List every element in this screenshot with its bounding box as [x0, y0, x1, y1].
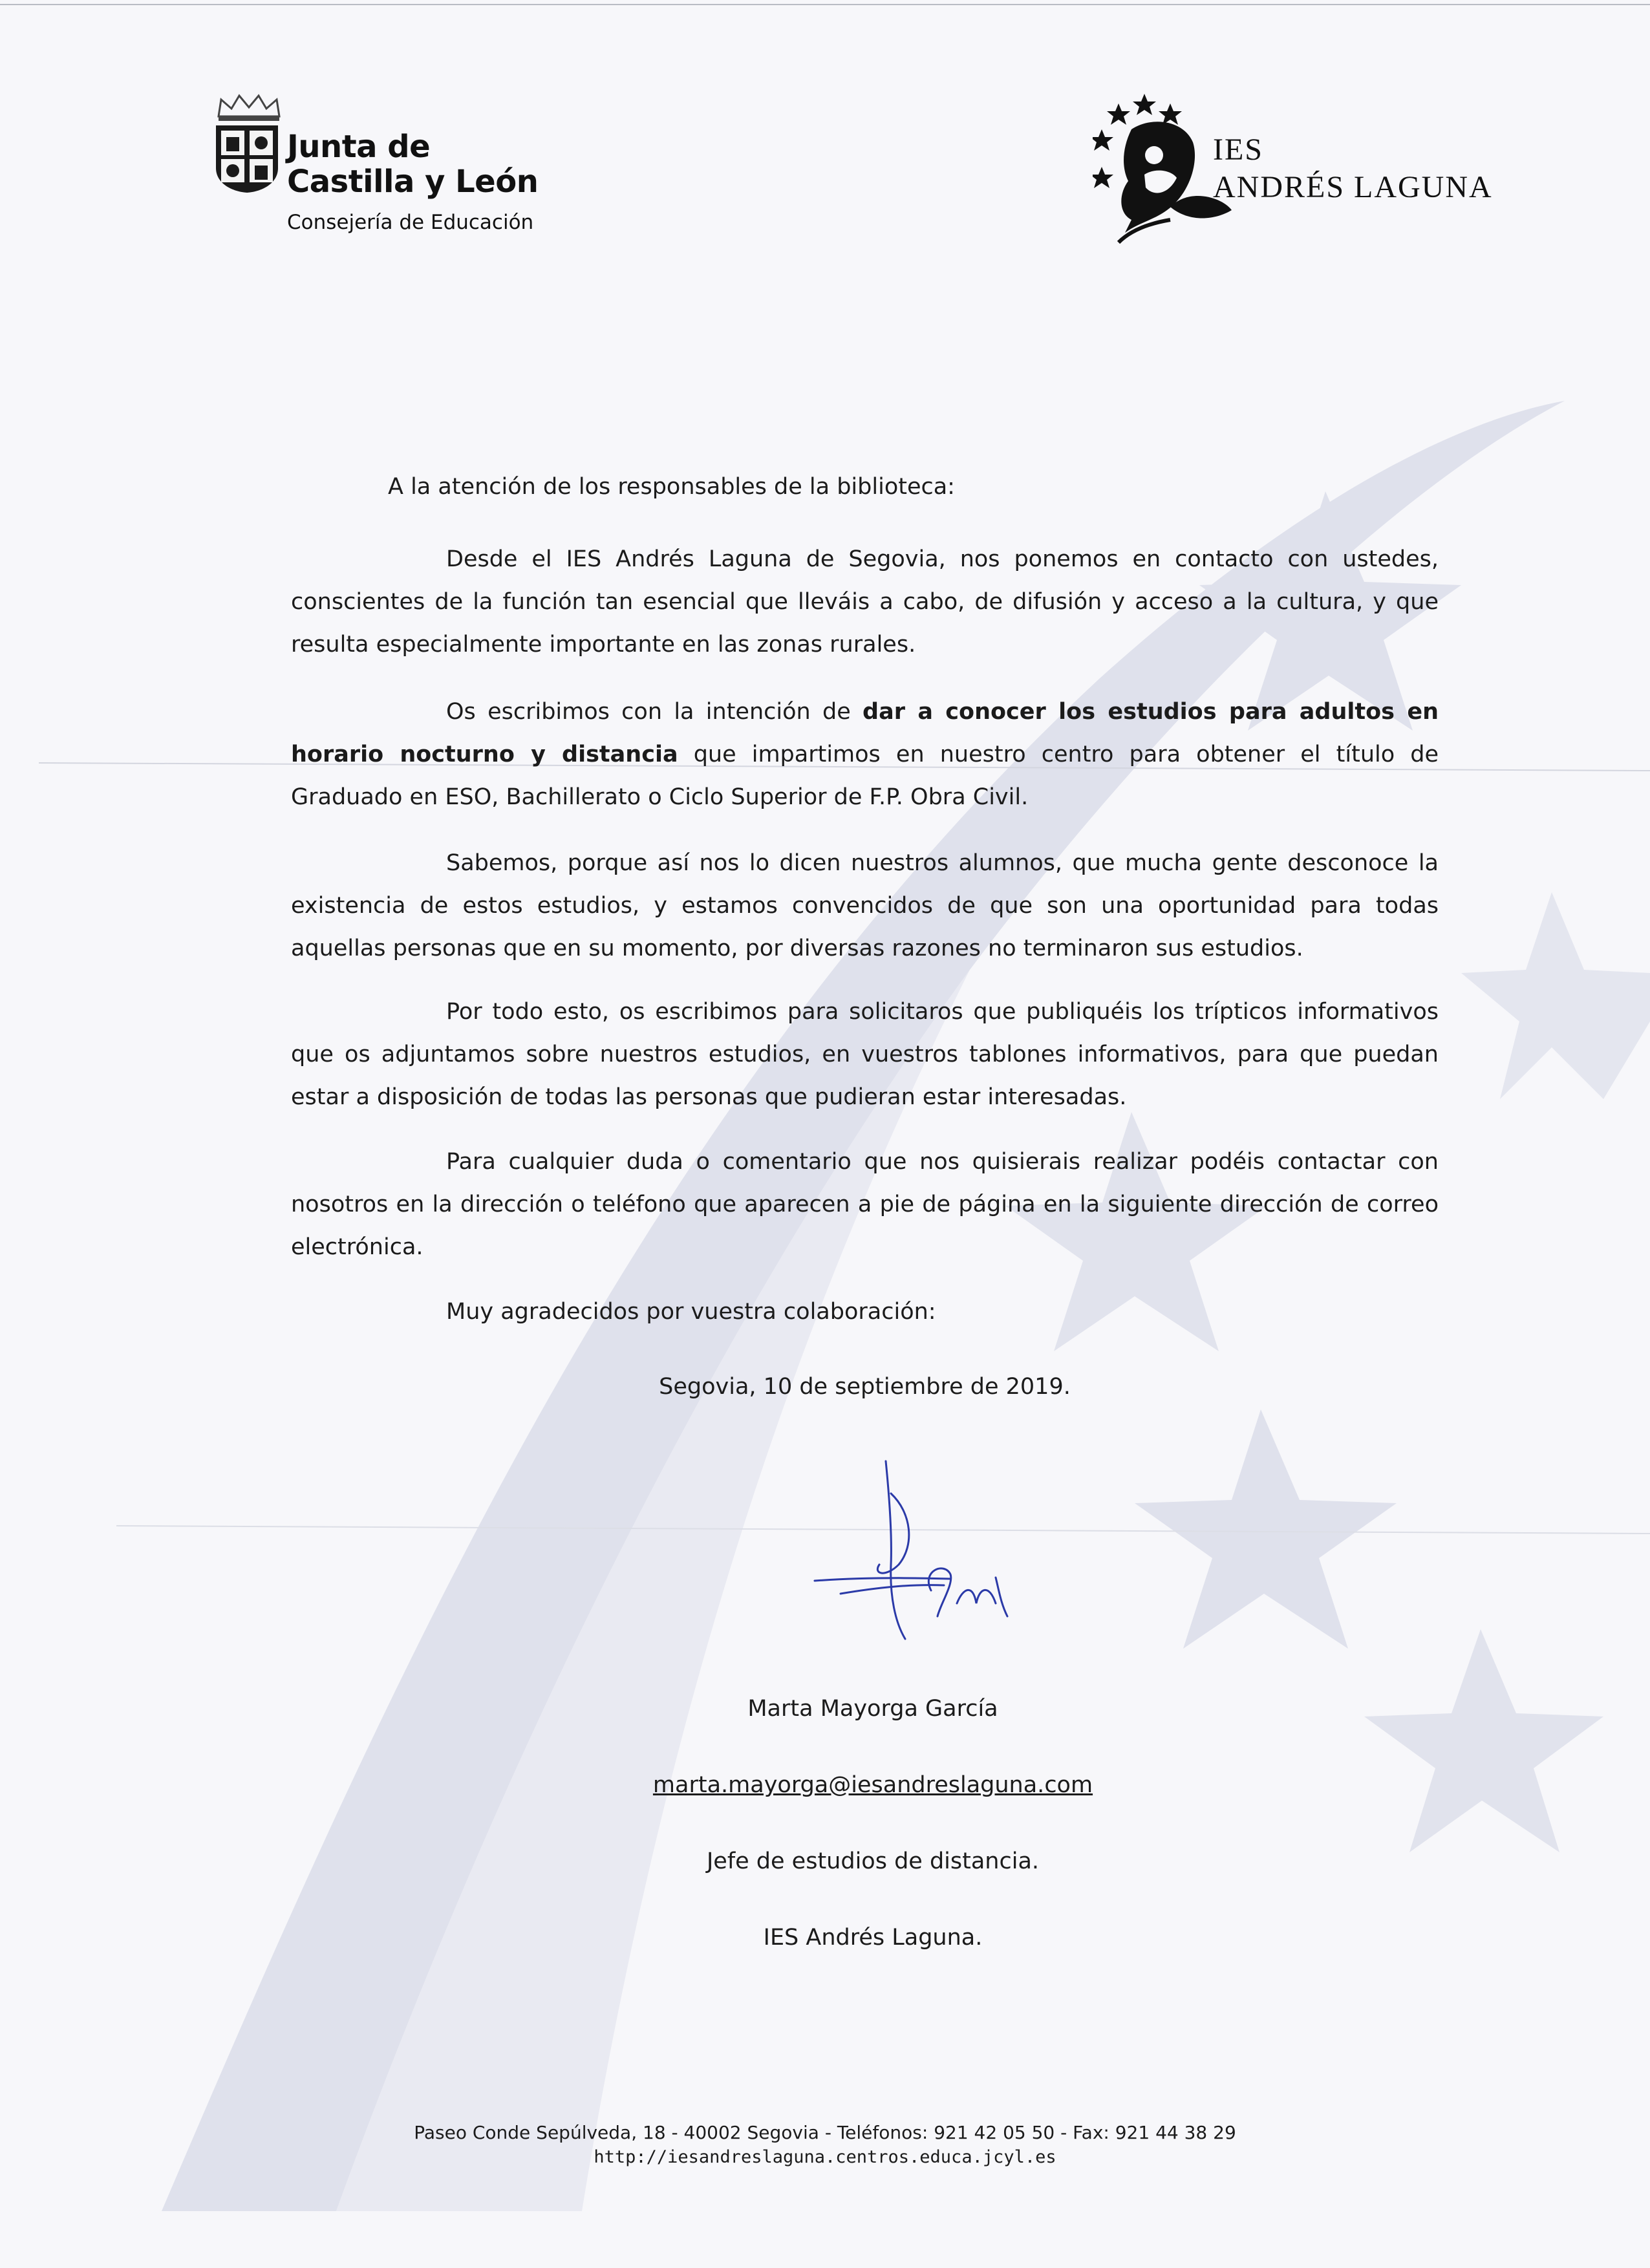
junta-name-line1: Junta de	[287, 129, 431, 165]
footer-address: Paseo Conde Sepúlveda, 18 - 40002 Segovia - Teléfonos: 921 42 05 50 - Fax: 921 44 38 29	[414, 2122, 1236, 2143]
thanks-line: Muy agradecidos por vuestra colaboración:	[446, 1299, 936, 1325]
paragraph-5	[291, 1140, 1439, 1268]
signer-name: Marta Mayorga García	[747, 1696, 998, 1722]
paragraph-4	[291, 990, 1439, 1118]
footer-url[interactable]: http://iesandreslaguna.centros.educa.jcyl.es	[594, 2147, 1056, 2167]
junta-name-line2: Castilla y León	[287, 164, 539, 200]
signature-block	[550, 1687, 1196, 1993]
paragraph-3	[291, 842, 1439, 970]
date-line: Segovia, 10 de septiembre de 2019.	[659, 1374, 1071, 1400]
paragraph-3-text: Sabemos, porque así nos lo dicen nuestros alumnos, que mucha gente desconoce la existencia de estos estudios, y estamos convencidos de que son una oportunidad para todas aquellas personas que en su momento, por diversas razones no terminaron sus estudios.	[291, 850, 1439, 961]
ies-name-line1: IES	[1213, 133, 1263, 167]
scan-top-edge	[0, 4, 1650, 5]
junta-name	[287, 129, 538, 199]
paragraph-5-text: Para cualquier duda o comentario que nos quisierais realizar podéis contactar con nosotros en la dirección o teléfono que aparecen a pie de página en la siguiente dirección de correo electrónica.	[291, 1149, 1439, 1260]
handwritten-signature	[802, 1455, 1034, 1649]
greeting: A la atención de los responsables de la biblioteca:	[388, 474, 955, 500]
paragraph-4-text: Por todo esto, os escribimos para solicitaros que publiquéis los trípticos informativos que os adjuntamos sobre nuestros estudios, en vuestros tablones informativos, para que puedan estar a disposición de todas las personas que pudieran estar interesadas.	[291, 999, 1439, 1110]
paragraph-2	[291, 690, 1439, 818]
footer	[0, 2121, 1650, 2170]
paragraph-2-intro: Os escribimos con la intención de	[446, 699, 863, 725]
crown-icon	[213, 91, 284, 123]
signer-email[interactable]: marta.mayorga@iesandreslaguna.com	[652, 1772, 1093, 1798]
paragraph-2-highlight: dar a conocer los estudios para adultos en horario nocturno y distancia	[291, 699, 1439, 767]
junta-logo	[207, 91, 569, 246]
junta-department: Consejería de Educación	[287, 211, 534, 234]
paragraph-1-text: Desde el IES Andrés Laguna de Segovia, nos ponemos en contacto con ustedes, conscientes de la función tan esencial que lleváis a cabo, de difusión y acceso a la cultura, y que resulta especialmente importante en las zonas rurales.	[291, 546, 1439, 658]
signer-org: IES Andrés Laguna.	[763, 1925, 983, 1951]
portrait-stars-icon	[1093, 91, 1241, 246]
ies-logo	[1093, 91, 1532, 252]
paragraph-1	[291, 538, 1439, 666]
coat-of-arms-icon	[213, 123, 281, 194]
ies-name-line2: ANDRÉS LAGUNA	[1213, 170, 1493, 204]
signer-role: Jefe de estudios de distancia.	[706, 1848, 1040, 1874]
paragraph-2-rest: que impartimos en nuestro centro para obtener el título de Graduado en ESO, Bachillerato o Ciclo Superior de F.P. Obra Civil.	[291, 742, 1439, 810]
